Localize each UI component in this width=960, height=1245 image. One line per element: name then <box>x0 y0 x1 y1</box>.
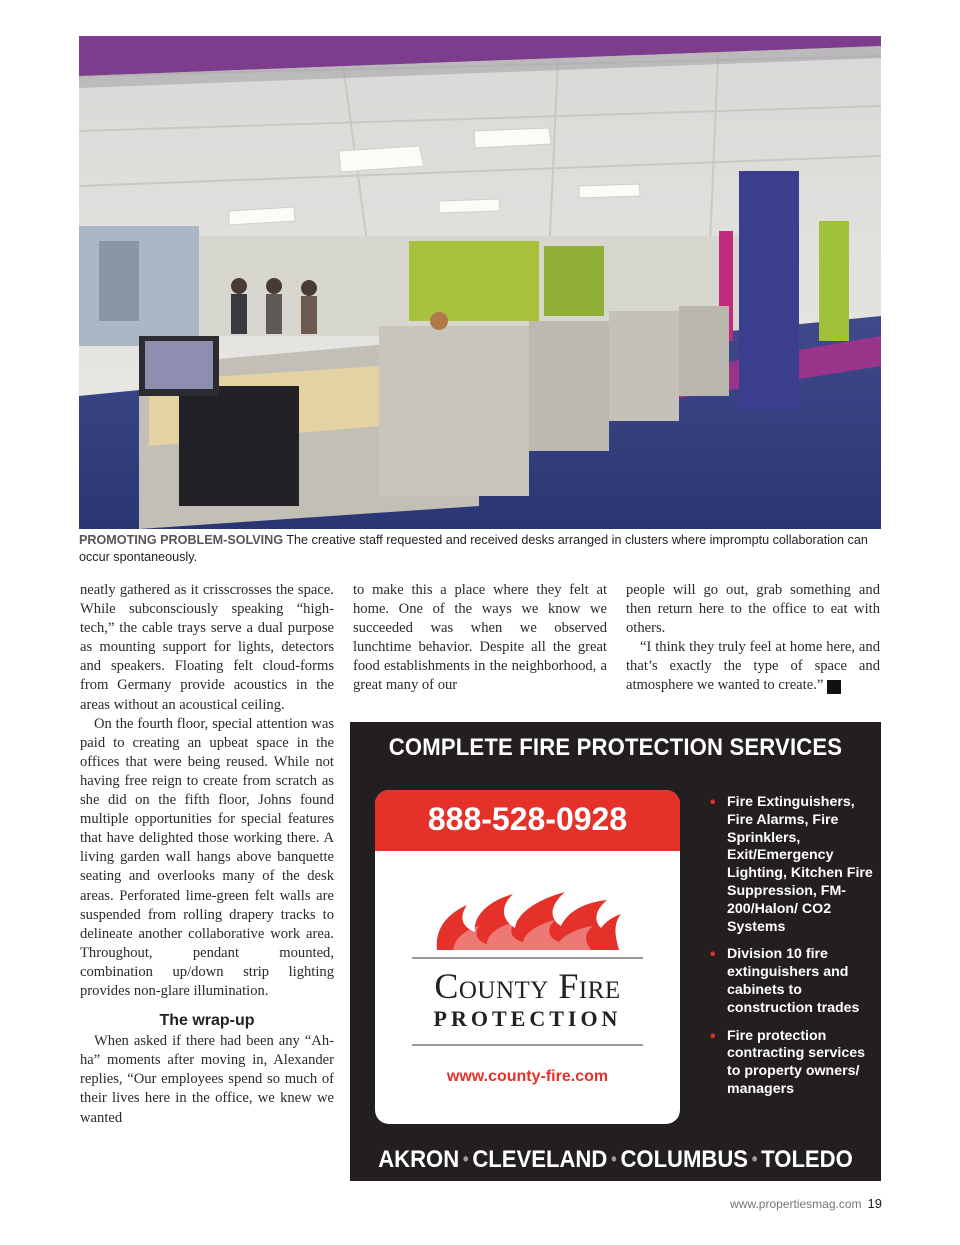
logo-rule-top <box>412 957 643 959</box>
office-photo-illustration <box>79 36 881 529</box>
ad-cities <box>371 1146 860 1174</box>
page-footer <box>730 1196 882 1211</box>
section-subhead: The wrap-up <box>159 1012 255 1030</box>
article-column-2 <box>353 581 607 696</box>
article-paragraph: neatly gathered as it crisscrosses the space. While subconsciously speaking “high-tech,” the cable trays serve a dual purpose as mounting support for lights, detectors and speakers. Floating felt cloud-forms from Germany provide acoustics in the areas without an acoustical ceiling. <box>80 582 334 713</box>
article-paragraph: people will go out, grab something and then return here to the office to eat with others. <box>626 582 880 637</box>
caption-heading: PROMOTING PROBLEM-SOLVING <box>79 533 284 547</box>
ad-logo-card <box>375 790 680 1124</box>
ad-phone-number[interactable]: 888-528-0928 <box>375 790 680 851</box>
ad-title: COMPLETE FIRE PROTECTION SERVICES <box>388 734 843 761</box>
article-quote: “I think they truly feel at home here, and that’s exactly the type of space and atmosphere we wanted to create.” <box>626 639 880 694</box>
footer-url[interactable]: www.propertiesmag.com <box>730 1197 862 1211</box>
office-photo <box>79 36 881 529</box>
ad-website-link[interactable]: www.county-fire.com <box>446 1068 609 1085</box>
article-paragraph: When asked if there had been any “Ah-ha” moments after moving in, Alexander replies, “Our employees spend so much of their lives here in the office, we knew we wanted <box>80 1033 334 1126</box>
article-paragraph: On the fourth floor, special attention was paid to creating an upbeat space in the offices that were being reused. While not having free reign to create from scratch as she did on the fifth floor, Johns found multiple opportunities for special features that have delighted those working there. A living garden wall hangs above banquette seating and overlooks many of the desk areas. Perforated lime-green felt walls are suspended from rolling drapery tracks to delineate another collaborative work area. Throughout, pendant mounted, combination up/down strip lighting provides non-glare illumination. <box>80 715 334 999</box>
service-item: • Division 10 fire extinguishers and cabinets to construction trades <box>710 946 878 1017</box>
city-name: TOLEDO <box>761 1146 853 1173</box>
city-name: COLUMBUS <box>620 1146 749 1173</box>
ad-services-list <box>710 794 878 1109</box>
article-column-1 <box>80 581 334 1128</box>
company-name-line2: PROTECTION <box>433 1006 622 1031</box>
fire-protection-ad[interactable] <box>350 722 881 1181</box>
company-name <box>375 967 680 1033</box>
city-separator-icon: • <box>751 1149 758 1169</box>
article-column-3 <box>626 581 880 696</box>
city-separator-icon: • <box>610 1149 617 1169</box>
logo-rule-bottom <box>412 1044 643 1046</box>
end-mark-icon: P <box>827 680 841 694</box>
article-paragraph-final <box>626 638 880 695</box>
city-separator-icon: • <box>462 1149 469 1169</box>
flame-icon <box>375 890 680 950</box>
company-name-line1: County Fire <box>434 966 621 1006</box>
article-paragraph: to make this a place where they felt at home. One of the ways we know we succeeded was when we observed lunchtime behavior. Despite all the great food establishments in the neighborhood, a great many of our <box>353 582 607 694</box>
city-name: CLEVELAND <box>472 1146 608 1173</box>
service-item: • Fire protection contracting services to property owners/ managers <box>710 1028 878 1099</box>
caption-text: The creative staff requested and received desks arranged in clusters where impromptu collaboration can occur spontaneously. <box>79 533 868 564</box>
page-number: 19 <box>867 1196 882 1211</box>
city-name: AKRON <box>378 1146 460 1173</box>
service-item: • Fire Extinguishers, Fire Alarms, Fire Sprinklers, Exit/Emergency Lighting, Kitchen Fire Suppression, FM-200/Halon/ CO2 Systems <box>710 794 878 936</box>
photo-caption <box>79 532 884 566</box>
